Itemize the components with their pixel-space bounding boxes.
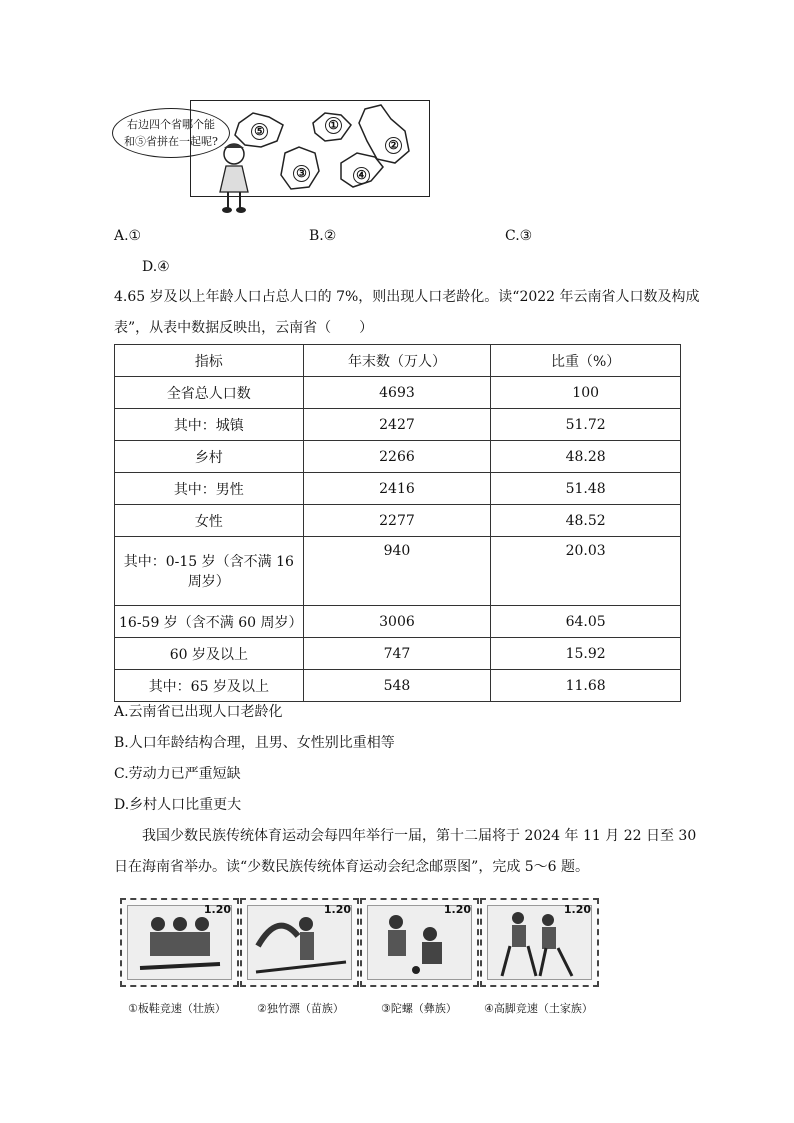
figures-illustration	[488, 906, 591, 979]
table-row	[115, 537, 681, 606]
stamp-image	[367, 905, 472, 980]
table-cell: 16-59 岁（含不满 60 周岁）	[115, 606, 304, 638]
table-cell: 48.52	[491, 505, 681, 537]
map-label-1: ①	[325, 117, 342, 134]
table-cell: 51.48	[491, 473, 681, 505]
table-cell: 3006	[303, 606, 491, 638]
table-cell: 全省总人口数	[115, 377, 304, 409]
q4-stem-line-1: 4.65 岁及以上年龄人口占总人口的 7%，则出现人口老龄化。读“2022 年云南省人口数及构成	[114, 289, 700, 305]
stamp-3	[360, 898, 479, 987]
q3-option-d: D.④	[142, 259, 170, 275]
stamp-value: 1.20	[323, 903, 351, 916]
bubble-line-2: 和⑤省拼在一起呢?	[124, 135, 218, 148]
stamp-image	[127, 905, 232, 980]
table-cell: 51.72	[491, 409, 681, 441]
stamp-4	[480, 898, 599, 987]
table-cell: 48.28	[491, 441, 681, 473]
stamp-image	[487, 905, 592, 980]
stamp-1	[120, 898, 239, 987]
table-row	[115, 473, 681, 505]
q3-option-c: C.③	[505, 228, 533, 244]
table-cell: 其中：城镇	[115, 409, 304, 441]
table-cell: 548	[303, 670, 491, 702]
table-cell: 2266	[303, 441, 491, 473]
stamp-caption-3: ③陀螺（彝族）	[381, 1002, 457, 1015]
figures-illustration	[128, 906, 231, 979]
q4-stem-line-2: 表”，从表中数据反映出，云南省（ ）	[114, 320, 374, 336]
table-row	[115, 409, 681, 441]
population-table	[114, 344, 681, 702]
table-cell: 其中：男性	[115, 473, 304, 505]
table-header-row	[115, 345, 681, 377]
stamp-2	[240, 898, 359, 987]
table-row	[115, 441, 681, 473]
table-header: 年末数（万人）	[303, 345, 491, 377]
table-cell: 2427	[303, 409, 491, 441]
table-cell: 100	[491, 377, 681, 409]
table-row	[115, 606, 681, 638]
table-cell	[115, 537, 304, 606]
table-cell: 64.05	[491, 606, 681, 638]
q4-option-a: A.云南省已出现人口老龄化	[114, 704, 283, 720]
province-2-outline	[359, 105, 409, 163]
map-label-2: ②	[385, 137, 402, 154]
table-cell: 940	[303, 537, 491, 606]
table-cell: 15.92	[491, 638, 681, 670]
table-cell: 乡村	[115, 441, 304, 473]
table-cell: 女性	[115, 505, 304, 537]
stamp-value: 1.20	[203, 903, 231, 916]
table-header: 比重（%）	[491, 345, 681, 377]
table-cell: 747	[303, 638, 491, 670]
q3-option-a: A.①	[114, 228, 142, 244]
table-cell: 2277	[303, 505, 491, 537]
table-row	[115, 638, 681, 670]
stamp-caption-1: ①板鞋竞速（壮族）	[128, 1002, 226, 1015]
table-cell-line: 其中：0-15 岁（含不满 16	[123, 554, 294, 570]
table-cell: 其中：65 岁及以上	[115, 670, 304, 702]
q4-option-c: C.劳动力已严重短缺	[114, 766, 241, 782]
table-cell: 11.68	[491, 670, 681, 702]
stamp-value: 1.20	[443, 903, 471, 916]
q4-option-d: D.乡村人口比重更大	[114, 797, 242, 813]
stamp-image	[247, 905, 352, 980]
table-row	[115, 377, 681, 409]
table-cell: 60 岁及以上	[115, 638, 304, 670]
table-row	[115, 505, 681, 537]
stamp-caption-2: ②独竹漂（苗族）	[257, 1002, 344, 1015]
q3-option-b: B.②	[309, 228, 337, 244]
table-cell: 4693	[303, 377, 491, 409]
bubble-line-1: 右边四个省哪个能	[127, 118, 215, 131]
map-label-5: ⑤	[251, 123, 268, 140]
passage-line-1: 我国少数民族传统体育运动会每四年举行一届，第十二届将于 2024 年 11 月 22 日至 30	[142, 828, 697, 844]
stamp-value: 1.20	[563, 903, 591, 916]
table-row	[115, 670, 681, 702]
passage-line-2: 日在海南省举办。读“少数民族传统体育运动会纪念邮票图”，完成 5～6 题。	[114, 859, 590, 875]
stamp-caption-4: ④高脚竞速（土家族）	[484, 1002, 593, 1015]
figures-illustration	[368, 906, 471, 979]
girl-figure	[214, 140, 254, 216]
table-cell-line: 周岁）	[187, 574, 230, 590]
table-header: 指标	[115, 345, 304, 377]
figure-illustration	[248, 906, 351, 979]
map-label-4: ④	[353, 167, 370, 184]
table-cell: 2416	[303, 473, 491, 505]
map-label-3: ③	[293, 165, 310, 182]
q4-option-b: B.人口年龄结构合理，且男、女性别比重相等	[114, 735, 395, 751]
table-cell: 20.03	[491, 537, 681, 606]
